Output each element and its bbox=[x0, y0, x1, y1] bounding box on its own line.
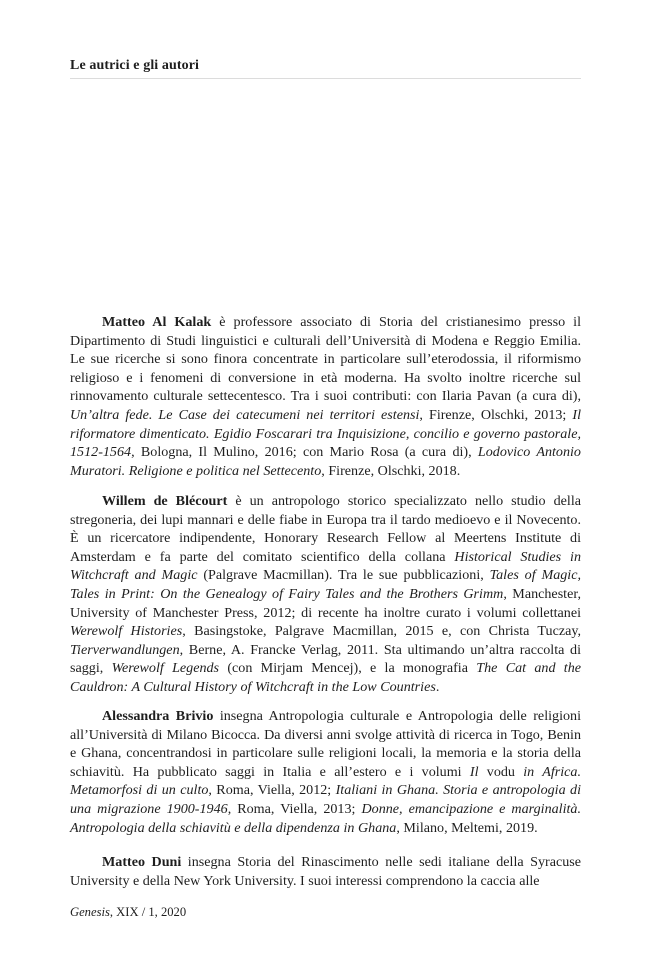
bio-text-run: , Milano, Meltemi, 2019. bbox=[396, 819, 538, 836]
author-bio bbox=[70, 492, 581, 697]
running-head: Le autrici e gli autori bbox=[70, 58, 200, 73]
title-italic: Un’altra fede. Le Case dei catecumeni nei territori estensi bbox=[70, 406, 420, 423]
title-italic: in Africa. Metamorfosi di un culto bbox=[70, 763, 581, 799]
bio-text-run: , Roma, Viella, 2012; bbox=[208, 782, 336, 799]
bio-text-run: , Firenze, Olschki, 2013; bbox=[419, 406, 573, 423]
bio-text-run: . bbox=[435, 678, 440, 695]
title-italic: Il bbox=[469, 763, 479, 780]
bio-text-run: (con Mirjam Mencej), e la monografia bbox=[219, 660, 477, 677]
title-italic: Italiani in Ghana. Storia e antropologia di una migrazione 1900-1946 bbox=[70, 782, 581, 817]
header-rule bbox=[70, 78, 581, 79]
author-name: Matteo Al Kalak bbox=[102, 314, 212, 330]
title-italic: Historical Studies in Witchcraft and Magic bbox=[70, 548, 581, 584]
author-name: Willem de Blécourt bbox=[102, 493, 228, 509]
bio-text-run: è professore associato di Storia del cristianesimo presso il Dipartimento di Studi linguistici e culturali dell’Università di Modena e Reggio Emilia. Le sue ricerche si sono finora concentrate in particolare sull’eterodossia, il riformismo religioso e i fenomeni di conversione in età moderna. Ha svolto inoltre ricerche sul rinnovamento culturale settecentesco. Tra i suoi contributi: con Ilaria Pavan (a cura di), bbox=[70, 314, 581, 405]
page-footer bbox=[70, 905, 186, 920]
bio-text bbox=[70, 314, 581, 479]
bio-text-run: (Palgrave Macmillan). Tra le sue pubblicazioni, bbox=[197, 567, 490, 584]
author-name: Alessandra Brivio bbox=[102, 708, 214, 724]
journal-title: Genesis bbox=[70, 905, 110, 919]
bio-text-run: insegna Storia del Rinascimento nelle sedi italiane della Syracuse University e della New York University. I suoi interessi comprendono la caccia alle bbox=[70, 854, 581, 889]
title-italic: Lodovico Antonio Muratori. Religione e politica nel Settecento bbox=[70, 444, 581, 479]
bio-text-run: insegna Antropologia culturale e Antropologia delle religioni all’Università di Milano Bicocca. Da diversi anni svolge attività di ricerca in Togo, Benin e Ghana, concentrandosi in particolare sulle religioni locali, la memoria e la storia della schiavitù. Ha pubblicato saggi in Italia e all’estero e i volumi bbox=[70, 708, 581, 780]
author-bio bbox=[70, 707, 581, 837]
bio-text-run: , Roma, Viella, 2013; bbox=[227, 800, 362, 817]
title-italic: Werewolf Histories bbox=[70, 623, 183, 640]
bio-text bbox=[70, 708, 581, 836]
bio-text-run: vodu bbox=[478, 763, 524, 780]
bio-text-run: , Bologna, Il Mulino, 2016; con Mario Rosa (a cura di), bbox=[131, 444, 478, 461]
bio-text-run: , Manchester, University of Manchester Press, 2012; di recente ha inoltre curato i volumi collettanei bbox=[70, 585, 581, 621]
title-italic: Donne, emancipazione e marginalità. Antropologia della schiavitù e della dipendenza in Ghana bbox=[70, 800, 581, 836]
author-name: Matteo Duni bbox=[102, 854, 182, 870]
title-italic: Il riformatore dimenticato. Egidio Foscarari tra Inquisizione, concilio e governo pastorale, 1512-1564 bbox=[70, 406, 581, 461]
bio-text-run: , Basingstoke, Palgrave Macmillan, 2015 e, con Christa Tuczay, bbox=[182, 623, 582, 640]
bio-text-run: , Firenze, Olschki, 2018. bbox=[321, 462, 461, 479]
bio-text bbox=[70, 493, 581, 695]
title-italic: Tales of Magic, Tales in Print: On the Genealogy of Fairy Tales and the Brothers Grimm bbox=[70, 567, 581, 602]
title-italic: Werewolf Legends bbox=[111, 660, 220, 677]
bio-text-run: , Berne, A. Francke Verlag, 2011. Sta ultimando un’altra raccolta di saggi, bbox=[70, 641, 581, 677]
issue-info: , XIX / 1, 2020 bbox=[109, 905, 187, 919]
bio-text-run: è un antropologo storico specializzato nello studio della stregoneria, dei lupi mannari e delle fiabe in Europa tra il tardo medioevo e il Novecento. È un ricercatore indipendente, Honorary Research Fellow al Meertens Institute di Amsterdam e fa parte del comitato scientifico della collana bbox=[70, 493, 581, 565]
title-italic: The Cat and the Cauldron: A Cultural History of Witchcraft in the Low Countries bbox=[70, 660, 581, 695]
title-italic: Tierverwandlungen bbox=[70, 641, 180, 658]
author-bio bbox=[70, 853, 581, 890]
author-bio bbox=[70, 313, 581, 480]
